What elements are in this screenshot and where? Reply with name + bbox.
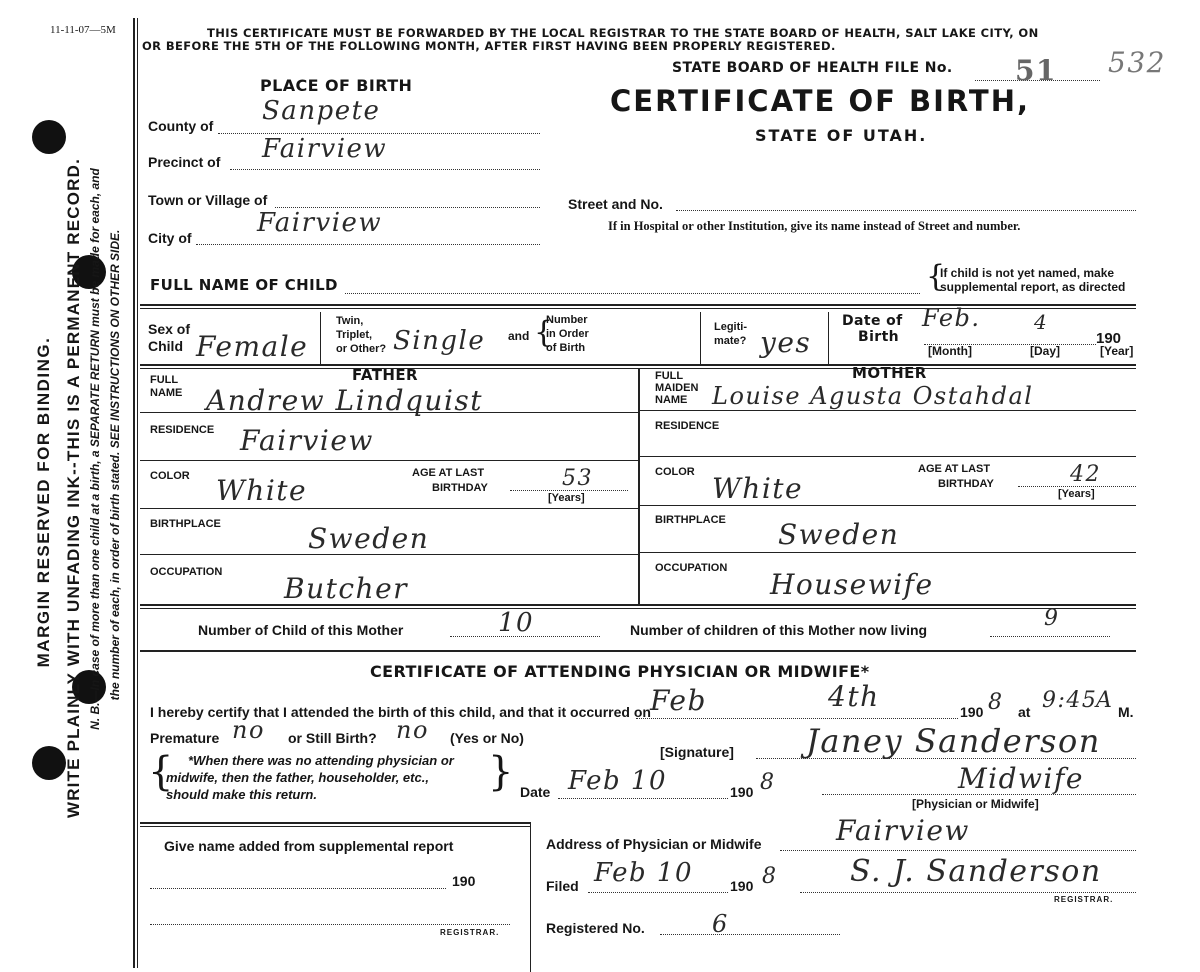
parent-divider (638, 368, 640, 606)
yes-no-label: (Yes or No) (450, 730, 524, 746)
mother-color-value: White (712, 472, 804, 505)
order-label-1: Number (546, 314, 588, 326)
place-of-birth-heading: PLACE OF BIRTH (260, 76, 413, 95)
county-value: Sanpete (262, 96, 381, 126)
ampm-value: A (1096, 688, 1114, 713)
still-label: or Still Birth? (288, 730, 377, 746)
filed-year: 8 (762, 864, 778, 889)
day-label: [Day] (1030, 344, 1061, 358)
filed-label: Filed (546, 878, 579, 894)
precinct-line (230, 169, 540, 170)
registered-line (660, 934, 840, 935)
mother-birthplace-label: BIRTHPLACE (655, 514, 726, 526)
time-value: 9:45 (1042, 688, 1098, 713)
occurred-line (636, 718, 958, 719)
occurred-year: 8 (988, 690, 1004, 715)
supplemental-line (150, 888, 446, 889)
order-label-2: in Order (546, 328, 589, 340)
father-occupation-label: OCCUPATION (150, 566, 223, 578)
father-color-label: COLOR (150, 470, 190, 482)
registrar-label: REGISTRAR. (1054, 895, 1114, 904)
rule (140, 826, 530, 827)
father-residence-value: Fairview (240, 424, 374, 457)
rule (140, 604, 1136, 606)
legit-value: yes (760, 326, 812, 359)
rule (140, 364, 1136, 366)
mother-full-label-2: MAIDEN (655, 382, 699, 394)
filed-line (588, 892, 728, 893)
supplemental-year-prefix: 190 (452, 873, 476, 889)
title-value: Midwife (958, 762, 1084, 795)
father-age-label (412, 466, 488, 496)
box-divider (530, 822, 531, 972)
legit-label (714, 320, 747, 348)
street-line (676, 210, 1136, 211)
mother-age-label (918, 462, 994, 492)
physician-heading: CERTIFICATE OF ATTENDING PHYSICIAN OR MIDWIFE* (370, 662, 870, 681)
father-residence-label: RESIDENCE (150, 424, 215, 436)
father-birthplace-label: BIRTHPLACE (150, 518, 221, 530)
certificate-subtitle: STATE OF UTAH. (755, 126, 928, 145)
certify-text: I hereby certify that I attended the birth of this child, and that it occurred on (150, 704, 651, 720)
dob-month: Feb. (922, 304, 981, 332)
signature-label: [Signature] (660, 744, 734, 760)
mother-occupation-label: OCCUPATION (655, 562, 728, 574)
at-label: at (1018, 704, 1031, 720)
twin-label-2: Triplet, (336, 329, 373, 341)
date-label: Date (520, 784, 551, 800)
city-label: City of (148, 230, 192, 246)
physician-midwife-label: [Physician or Midwife] (912, 797, 1039, 811)
header-note-line-1: THIS CERTIFICATE MUST BE FORWARDED BY THE LOCAL REGISTRAR TO THE STATE BOARD OF HEALTH, SALT LAKE CITY, ON (207, 26, 1039, 40)
rule (140, 508, 638, 509)
file-no-value: 51 (1015, 54, 1057, 87)
date-year-prefix: 190 (730, 784, 754, 800)
rule (140, 554, 638, 555)
sex-label-1: Sex of (148, 321, 191, 337)
divider (320, 312, 321, 366)
street-label: Street and No. (568, 196, 663, 212)
mother-birthplace-value: Sweden (778, 518, 900, 551)
rule (140, 822, 530, 824)
child-name-note-2: supplemental report, as directed (940, 280, 1126, 294)
dob-label-2: Birth (858, 329, 900, 345)
registrar-line (800, 892, 1136, 893)
registered-value: 6 (712, 910, 729, 938)
rule (140, 412, 638, 413)
footnote-line-1: *When there was no attending physician or (188, 753, 454, 768)
father-occupation-value: Butcher (284, 572, 409, 605)
children-living-label: Number of children of this Mother now living (630, 622, 928, 638)
mother-heading: MOTHER (852, 364, 927, 382)
father-color-value: White (216, 474, 308, 507)
children-living-line (990, 636, 1110, 637)
city-value: Fairview (257, 208, 383, 238)
registrar-signature: S. J. Sanderson (850, 854, 1102, 889)
child-name-note-1: If child is not yet named, make (940, 266, 1115, 280)
address-label: Address of Physician or Midwife (546, 836, 762, 852)
mother-occupation-value: Housewife (770, 568, 934, 601)
footnote-line-3: should make this return. (166, 787, 317, 802)
sex-label-2: Child (148, 338, 183, 354)
mother-age-label-2: BIRTHDAY (938, 478, 994, 490)
mother-color-label: COLOR (655, 466, 695, 478)
legit-label-1: Legiti- (714, 321, 747, 333)
father-full-label-1: FULL (150, 374, 179, 386)
father-years-label: [Years] (548, 492, 585, 504)
premature-label: Premature (150, 730, 220, 746)
supplemental-registrar-label: REGISTRAR. (440, 928, 500, 937)
hospital-note: If in Hospital or other Institution, give its name instead of Street and number. (608, 219, 1021, 233)
divider (700, 312, 701, 366)
father-age-label-2: BIRTHDAY (432, 482, 488, 494)
rule (140, 304, 1136, 306)
binding-hole (32, 746, 66, 780)
brace: { (534, 315, 554, 350)
father-age-line (510, 490, 628, 491)
title-line (822, 794, 1136, 795)
rule (140, 460, 638, 461)
town-label: Town or Village of (148, 192, 268, 208)
twin-value: Single (393, 326, 486, 356)
still-value: no (396, 716, 429, 744)
file-no-label: STATE BOARD OF HEALTH FILE No. (672, 60, 953, 76)
and-label: and (508, 329, 530, 343)
mother-residence-label: RESIDENCE (655, 420, 720, 432)
rule (638, 552, 1136, 553)
mother-name-value: Louise Agusta Ostahdal (712, 382, 1034, 410)
margin-ink-text: WRITE PLAINLY WITH UNFADING INK--THIS IS A PERMANENT RECORD. (64, 157, 83, 819)
margin-nb-text-2: the number of each, in order of birth stated. SEE INSTRUCTIONS ON OTHER SIDE. (108, 229, 122, 701)
margin-binding-text: MARGIN RESERVED FOR BINDING. (34, 336, 53, 668)
rule (638, 456, 1136, 457)
order-label (546, 313, 589, 355)
m-label: M. (1118, 704, 1134, 720)
year-label: [Year] (1100, 344, 1134, 358)
filed-year-prefix: 190 (730, 878, 754, 894)
address-value: Fairview (836, 814, 970, 847)
rule (638, 505, 1136, 506)
children-living-value: 9 (1044, 606, 1060, 631)
date-year: 8 (760, 770, 776, 795)
supplemental-label: Give name added from supplemental report (164, 838, 454, 854)
mother-age-label-1: AGE AT LAST (918, 463, 991, 475)
child-name-line (345, 293, 920, 294)
legit-label-2: mate? (714, 335, 747, 347)
dob-label (842, 313, 903, 345)
rule (140, 650, 1136, 652)
registered-label: Registered No. (546, 920, 645, 936)
rule (638, 410, 1136, 411)
filed-value: Feb 10 (594, 858, 693, 888)
father-age-label-1: AGE AT LAST (412, 467, 485, 479)
date-value: Feb 10 (568, 766, 667, 796)
sex-value: Female (196, 330, 309, 363)
supplemental-registrar-line (150, 924, 510, 925)
precinct-value: Fairview (262, 134, 388, 164)
precinct-label: Precinct of (148, 154, 221, 170)
brace: } (488, 749, 514, 795)
children-count-label: Number of Child of this Mother (198, 622, 404, 638)
mother-years-label: [Years] (1058, 488, 1095, 500)
occurred-date: Feb (650, 684, 707, 717)
father-birthplace-value: Sweden (308, 522, 430, 555)
margin-line (133, 18, 135, 968)
father-heading: FATHER (352, 366, 418, 384)
mother-age-line (1018, 486, 1136, 487)
brace: { (148, 749, 174, 795)
rule (140, 608, 1136, 609)
divider (828, 312, 829, 366)
form-code: 11-11-07—5M (50, 24, 116, 36)
father-full-label-2: NAME (150, 387, 183, 399)
twin-label-3: or Other? (336, 343, 387, 355)
date-line (558, 798, 728, 799)
brace: { (926, 259, 946, 294)
father-full-label (150, 374, 182, 400)
binding-hole (32, 120, 66, 154)
order-label-3: of Birth (546, 342, 586, 354)
premature-value: no (232, 716, 265, 744)
child-name-label: FULL NAME OF CHILD (150, 276, 338, 294)
mother-age-value: 42 (1070, 462, 1101, 487)
occurred-day: 4th (828, 680, 880, 713)
mother-full-label-3: NAME (655, 394, 688, 406)
father-age-value: 53 (562, 466, 593, 491)
dob-day: 4 (1034, 310, 1049, 334)
mother-full-label (655, 370, 698, 406)
certificate-title: CERTIFICATE OF BIRTH, (610, 84, 1031, 118)
city-line (196, 244, 540, 245)
dob-year-prefix: 190 (1096, 330, 1122, 347)
rule (140, 308, 1136, 309)
margin-nb-text-1: N. B.—In case of more than one child at a birth, a SEPARATE RETURN must be made for each, and (88, 168, 102, 730)
physician-footnote (166, 752, 454, 803)
mother-full-label-1: FULL (655, 370, 684, 382)
signature-value: Janey Sanderson (806, 722, 1101, 760)
year-prefix: 190 (960, 704, 984, 720)
twin-label (336, 314, 386, 356)
footnote-line-2: midwife, then the father, householder, etc., (166, 770, 429, 785)
children-count-value: 10 (498, 608, 535, 638)
county-label: County of (148, 118, 214, 134)
margin-line-inner (137, 18, 138, 968)
month-label: [Month] (928, 344, 972, 358)
father-name-value: Andrew Lindquist (206, 384, 484, 417)
corner-number: 532 (1108, 46, 1166, 79)
sex-label (148, 321, 190, 355)
twin-label-1: Twin, (336, 315, 364, 327)
dob-label-1: Date of (842, 313, 903, 329)
address-line (780, 850, 1136, 851)
header-note-line-2: OR BEFORE THE 5TH OF THE FOLLOWING MONTH, AFTER FIRST HAVING BEEN PROPERLY REGISTERED. (142, 39, 836, 53)
